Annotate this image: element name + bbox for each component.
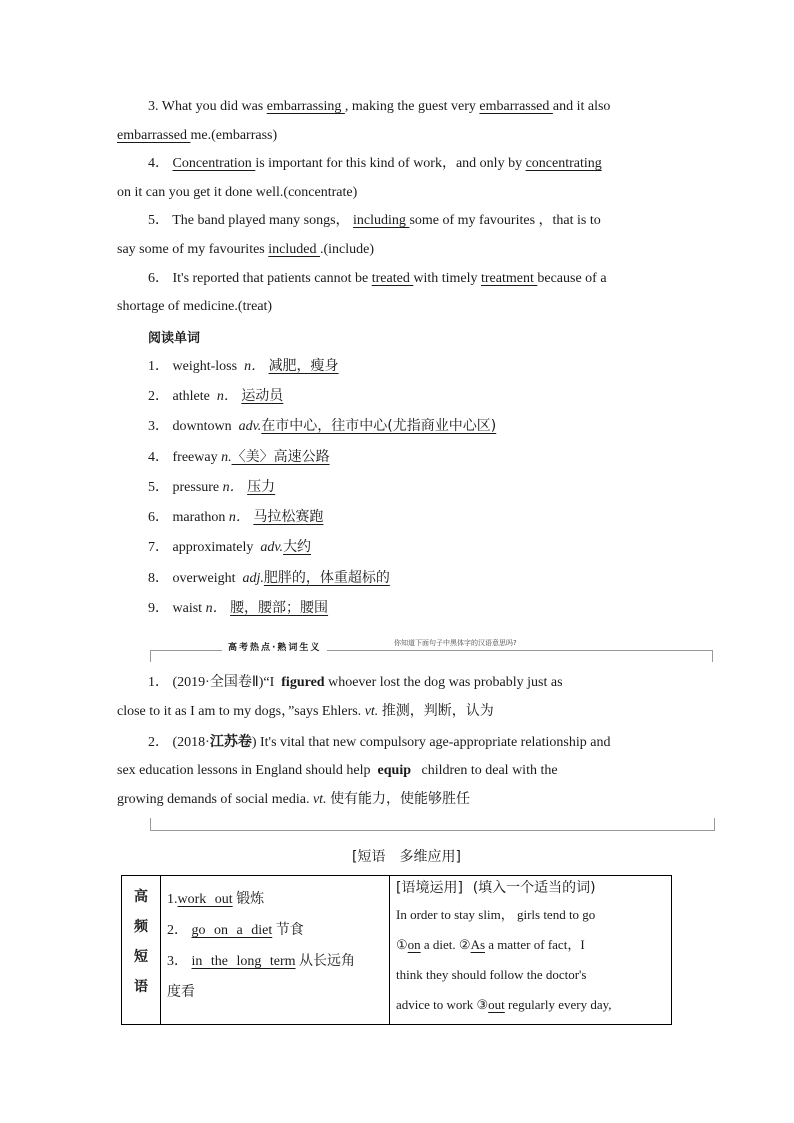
vocab-pos: n． [205, 601, 227, 616]
answer-blank: treatment [481, 271, 538, 286]
exercise-text: The band played many songs， [172, 213, 350, 228]
banner-corner-left [150, 650, 151, 662]
vocab-number: 8． [148, 571, 169, 586]
phrase-item [161, 915, 389, 946]
exercise-text: on it can you get it done well.(concentrate) [117, 185, 358, 200]
word-meaning: 推测，判断，认为 [381, 703, 494, 719]
question-text: whoever lost the dog was probably just as [328, 675, 563, 690]
exercise-text: shortage of medicine.(treat) [117, 299, 273, 314]
vocab-meaning: 在市中心，往市中心(尤指商业中心区) [261, 418, 497, 434]
phrases-side-label [122, 876, 161, 1025]
vocab-word: pressure [172, 480, 220, 495]
vocab-pos: n． [222, 480, 244, 495]
vocab-word: downtown [172, 419, 232, 434]
vocab-meaning: 运动员 [241, 388, 284, 404]
phrase-text: in the long term [191, 954, 296, 969]
vocab-word: approximately [172, 540, 254, 555]
hot-topic-q1-line-1 [148, 673, 563, 692]
vocab-item [148, 538, 311, 557]
vocab-item [148, 478, 275, 497]
exercise-5-line-1 [148, 212, 601, 230]
vocab-meaning: 减肥，瘦身 [268, 358, 339, 374]
vocab-meaning: 大约 [283, 539, 312, 555]
hot-topic-q2-line-3 [117, 790, 470, 809]
exercise-text: with timely [413, 271, 478, 286]
exercise-4-line-1 [148, 155, 602, 173]
phrases-list-cell [161, 876, 390, 1025]
context-text: a matter of fact，I [485, 937, 585, 952]
vocab-pos: n． [216, 389, 238, 404]
vocab-item [148, 508, 323, 527]
vocab-number: 3． [148, 419, 169, 434]
question-number: 1． [148, 675, 169, 690]
source-text: (2019· [172, 675, 210, 690]
context-line [390, 900, 671, 930]
phrase-item-continued [161, 977, 389, 1008]
answer-blank: concentrating [525, 156, 602, 171]
exercise-number: 6． [148, 271, 169, 286]
answer-blank: embarrassing [266, 99, 345, 114]
question-text: )“I [258, 675, 275, 690]
phrase-meaning: 节食 [275, 922, 304, 938]
vocab-number: 5． [148, 480, 169, 495]
vocab-pos: adv. [238, 419, 262, 434]
highlighted-word: equip [377, 763, 411, 778]
phrase-item [161, 884, 389, 915]
question-text: growing demands of social media. [117, 792, 310, 807]
context-text: think they should follow the doctor's [396, 967, 587, 982]
phrases-heading: [短语 多维应用] [352, 849, 461, 865]
phrase-item [161, 946, 389, 977]
vocab-item [148, 569, 390, 588]
question-text: ) It's vital that new compulsory age-appropriate relationship and [251, 735, 611, 750]
blank-marker: ③ [476, 997, 489, 1012]
exercise-number: 5． [148, 213, 169, 228]
phrases-table [121, 875, 672, 1025]
banner-title: 高考热点·熟词生义 [222, 640, 327, 653]
vocab-pos: n. [221, 450, 232, 465]
context-instruction: (填入一个适当的词) [472, 880, 596, 896]
vocab-meaning: 腰，腰部；腰围 [230, 600, 329, 616]
vocab-word: athlete [172, 389, 210, 404]
phrase-number: 3． [167, 954, 188, 969]
answer-blank: Concentration [172, 156, 256, 171]
vocab-pos: n． [228, 510, 250, 525]
source-name: 江苏卷 [209, 734, 252, 750]
question-number: 2． [148, 735, 169, 750]
context-title: [语境运用] [396, 880, 463, 896]
vocab-pos: n． [244, 359, 266, 374]
vocab-number: 6． [148, 510, 169, 525]
word-pos: vt. [312, 792, 327, 807]
exercise-text: It's reported that patients cannot be [172, 271, 369, 286]
answer-blank: embarrassed [117, 128, 191, 143]
vocab-word: weight-loss [172, 359, 238, 374]
exercise-text: is important for this kind of work，and only by [255, 156, 523, 171]
exercise-4-line-2 [117, 184, 357, 202]
vocab-item [148, 387, 283, 406]
exercise-text: What you did was [161, 99, 264, 114]
blank-marker: ② [458, 937, 471, 952]
exercise-text: and it also [552, 99, 611, 114]
vocab-number: 7． [148, 540, 169, 555]
vocab-item [148, 357, 339, 376]
exercise-text: .(include) [319, 242, 374, 257]
source-text: (2018· [172, 735, 210, 750]
vocab-pos: adv. [260, 540, 284, 555]
question-text: children to deal with the [421, 763, 558, 778]
hot-topic-q2-line-2 [117, 762, 558, 780]
blank-answer: out [488, 997, 505, 1012]
context-text: advice to work [396, 997, 474, 1012]
answer-blank: treated [371, 271, 414, 286]
vocab-word: overweight [172, 571, 236, 586]
hot-topic-box-bottom [150, 818, 715, 831]
exercise-3-line-1 [148, 98, 610, 116]
exercise-5-line-2 [117, 241, 374, 259]
reading-vocab-title: 阅读单词 [148, 331, 201, 346]
blank-answer: on [407, 937, 421, 952]
vocab-meaning: 〈美〉高速公路 [231, 449, 330, 465]
context-line [390, 960, 671, 990]
exercise-6-line-2 [117, 298, 272, 316]
source-name: 全国卷Ⅱ [209, 674, 259, 690]
exercise-number: 3. [148, 99, 159, 114]
context-line [390, 990, 671, 1020]
answer-blank: included [268, 242, 320, 257]
exercise-text: say some of my favourites [117, 242, 265, 257]
side-label-char: 短 [134, 949, 148, 965]
vocab-number: 4． [148, 450, 169, 465]
hot-topic-q1-line-2 [117, 702, 494, 721]
side-label-char: 语 [134, 979, 148, 995]
question-text: close to it as I am to my dogs，”says Ehlers. [117, 704, 362, 719]
phrase-meaning: 度看 [167, 984, 195, 1000]
context-line [390, 930, 671, 960]
blank-answer: As [470, 937, 486, 952]
exercise-3-line-2 [117, 127, 277, 145]
vocab-word: marathon [172, 510, 226, 525]
vocab-meaning: 肥胖的，体重超标的 [263, 570, 390, 586]
exercise-text: some of my favourites ，that is to [409, 213, 601, 228]
vocab-meaning: 马拉松赛跑 [253, 509, 324, 525]
exercise-6-line-1 [148, 270, 607, 288]
context-cell [390, 876, 672, 1025]
vocab-number: 1． [148, 359, 169, 374]
question-text: sex education lessons in England should help [117, 763, 371, 778]
vocab-pos: adj. [242, 571, 264, 586]
phrase-number: 2． [167, 923, 188, 938]
phrase-text: go on a diet [191, 923, 273, 938]
vocab-meaning: 压力 [247, 479, 276, 495]
highlighted-word: figured [281, 675, 325, 690]
context-text: In order to stay slim， girls tend to go [396, 907, 596, 922]
exercise-text: me.(embarrass) [190, 128, 278, 143]
exercise-number: 4． [148, 156, 169, 171]
vocab-item [148, 448, 330, 467]
hot-topic-banner [150, 636, 713, 662]
answer-blank: embarrassed [479, 99, 553, 114]
vocab-word: freeway [172, 450, 218, 465]
phrase-meaning: 从长远角 [299, 953, 356, 969]
phrase-meaning: 锻炼 [236, 891, 265, 907]
hot-topic-q2-line-1 [148, 733, 610, 752]
phrase-text: work out [177, 892, 233, 907]
context-title-line [390, 876, 671, 900]
blank-marker: ① [396, 937, 408, 952]
context-text: regularly every day, [504, 997, 612, 1012]
vocab-item [148, 599, 328, 618]
exercise-text: , making the guest very [344, 99, 476, 114]
banner-note: 你知道下面句子中黑体字的汉语意思吗? [390, 638, 521, 648]
exercise-text: because of a [537, 271, 607, 286]
answer-blank: including [353, 213, 410, 228]
vocab-word: waist [172, 601, 203, 616]
banner-corner-right [712, 650, 713, 662]
side-label-char: 高 [134, 889, 148, 905]
vocab-number: 9． [148, 601, 169, 616]
context-text: a diet. [420, 937, 456, 952]
phrase-number: 1. [167, 892, 178, 907]
vocab-item [148, 417, 496, 436]
word-meaning: 使有能力，使能够胜任 [330, 791, 471, 807]
word-pos: vt. [364, 704, 379, 719]
vocab-number: 2． [148, 389, 169, 404]
side-label-char: 频 [134, 919, 148, 935]
